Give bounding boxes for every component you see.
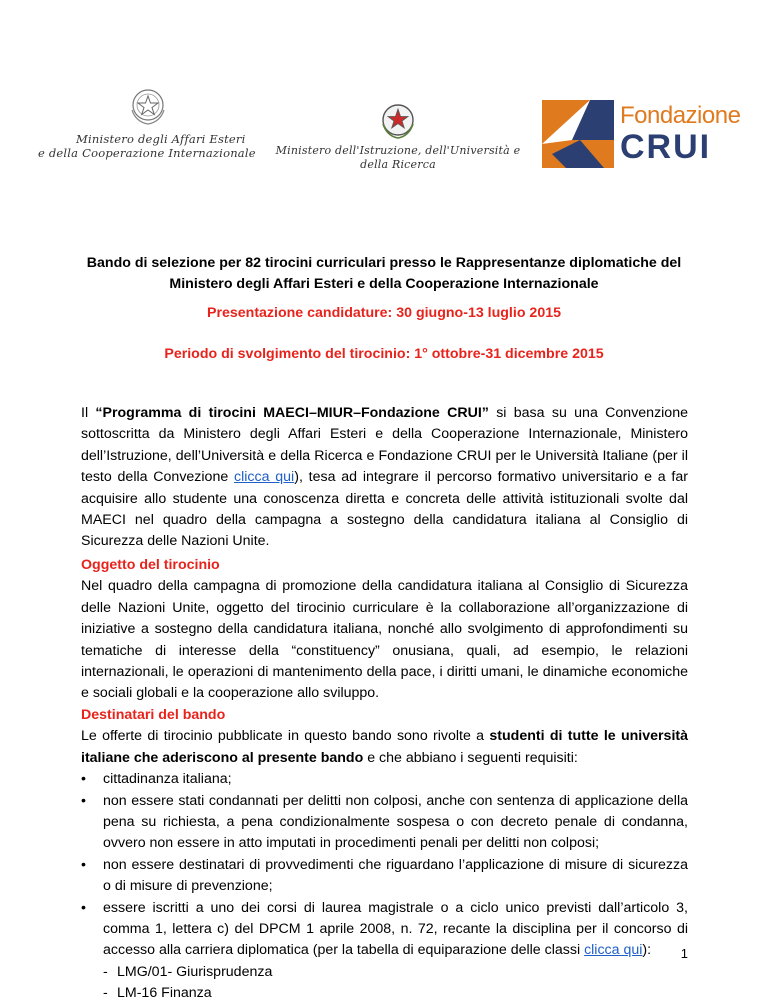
oggetto-text: Nel quadro della campagna di promozione della candidatura italiana al Consiglio di Sicurezza delle Nazioni Unite, oggetto del tirocinio curriculare è la collaborazione all’organizzazione di iniziative a sostegno della candidatura italiana, nonché allo svolgimento di approfondimenti su tematiche di interesse della “constituency” onusiana, quali, ad esempio, le relazioni internazionali, le operazioni di mantenimento della pace, i diritti umani, le dinamiche economiche e sociali globali e la cooperazione allo sviluppo.	[81, 578, 688, 702]
degree-class-text: LMG/01- Giurisprudenza	[117, 963, 273, 980]
bullet: •	[81, 899, 86, 916]
requirement-item	[81, 898, 688, 1005]
maeci-name-line2: e della Cooperazione Internazionale	[38, 146, 256, 160]
requirement-text: non essere destinatari di provvedimenti che riguardano l’applicazione di misure di sicurezza o di misure di prevenzione;	[103, 856, 688, 895]
maeci-logo	[38, 84, 258, 160]
classes-table-link[interactable]: clicca qui	[584, 942, 643, 959]
destinatari-heading: Destinatari del bando	[81, 707, 226, 723]
destinatari-intro-a: Le offerte di tirocinio pubblicate in questo bando sono rivolte a	[81, 728, 490, 745]
oggetto-heading: Oggetto del tirocinio	[81, 557, 220, 573]
intro-text-a: Il	[81, 405, 96, 421]
crui-mark-icon	[542, 100, 614, 168]
bullet: •	[81, 771, 86, 788]
intro-text-c: ), tesa ad integrare il percorso formativo universitario e a far acquisire allo studente una conoscenza diretta e concreta delle attività istituzionali svolte dal MAECI nel quadro della campagna a sostegno della candidatura italiana al Consiglio di Sicurezza delle Nazioni Unite.	[81, 469, 688, 550]
intro-text-b: si basa su una Convenzione sottoscritta da Ministero degli Affari Esteri e della Cooperazione Internazionale, Ministero dell’Istruzione, dell’Università e della Ricerca e Fondazione CRUI per le Università Italiane (per il testo della Convezione	[81, 405, 688, 486]
destinatari-intro-bold: studenti di tutte le università italiane che aderiscono al presente bando	[81, 728, 689, 766]
requirements-list	[81, 769, 688, 1004]
dash: -	[103, 963, 108, 980]
bullet: •	[81, 792, 86, 809]
crui-wordmark-fondazione: Fondazione	[620, 102, 741, 129]
requirement-item	[81, 855, 688, 898]
fondazione-crui-logo	[540, 100, 741, 170]
destinatari-intro-b: e che abbiano i seguenti requisiti:	[363, 749, 578, 766]
title-line-1: Bando di selezione per 82 tirocini curriculari presso le Rappresentanze diplomatiche del	[86, 255, 682, 271]
requirement-text: essere iscritti a uno dei corsi di laurea magistrale o a ciclo unico previsti dall’articolo 3, comma 1, lettera c) del DPCM 1 aprile 2008, n. 72, recante la disciplina per il concorso di accesso alla carriera diplomatica (per la tabella di equiparazione delle classi	[103, 899, 688, 959]
degree-classes-list	[103, 962, 688, 1005]
dash: -	[103, 985, 108, 1002]
title-line-2: Ministero degli Affari Esteri e della Cooperazione Internazionale	[169, 276, 599, 292]
miur-logo	[268, 100, 528, 172]
degree-class-text: LM-16 Finanza	[117, 985, 212, 1002]
bullet: •	[81, 856, 86, 873]
program-name: “Programma di tirocini MAECI–MIUR–Fondazione CRUI”	[95, 405, 489, 421]
destinatari-intro	[81, 726, 688, 769]
section-oggetto	[81, 555, 688, 705]
applications-dates: Presentazione candidature: 30 giugno-13 luglio 2015	[207, 305, 561, 321]
internship-period: Periodo di svolgimento del tirocinio: 1° ottobre-31 dicembre 2015	[164, 346, 604, 362]
intro-paragraph	[81, 403, 688, 553]
requirement-text-end: ):	[642, 942, 652, 959]
requirement-text: non essere stati condannati per delitti non colposi, anche con sentenza di applicazione della pena su richiesta, a pena condizionalmente sospesa o con decreto penale di condanna, ovvero non essere in atto imputati in procedimenti penali per delitti non colposi;	[103, 792, 688, 852]
crui-wordmark-crui: CRUI	[620, 128, 712, 166]
requirement-item	[81, 791, 688, 855]
section-destinatari	[81, 705, 688, 1005]
requirement-text: cittadinanza italiana;	[103, 771, 232, 788]
degree-class-item	[103, 962, 688, 983]
requirement-item	[81, 769, 688, 790]
maeci-name-line1: Ministero degli Affari Esteri	[76, 132, 246, 146]
page-number: 1	[680, 946, 688, 961]
italian-emblem-icon	[378, 100, 418, 140]
document-title	[80, 253, 688, 295]
convention-link[interactable]: clicca qui	[234, 469, 295, 486]
miur-name: Ministero dell'Istruzione, dell'Università e della Ricerca	[275, 144, 521, 171]
italian-emblem-icon	[126, 84, 170, 126]
